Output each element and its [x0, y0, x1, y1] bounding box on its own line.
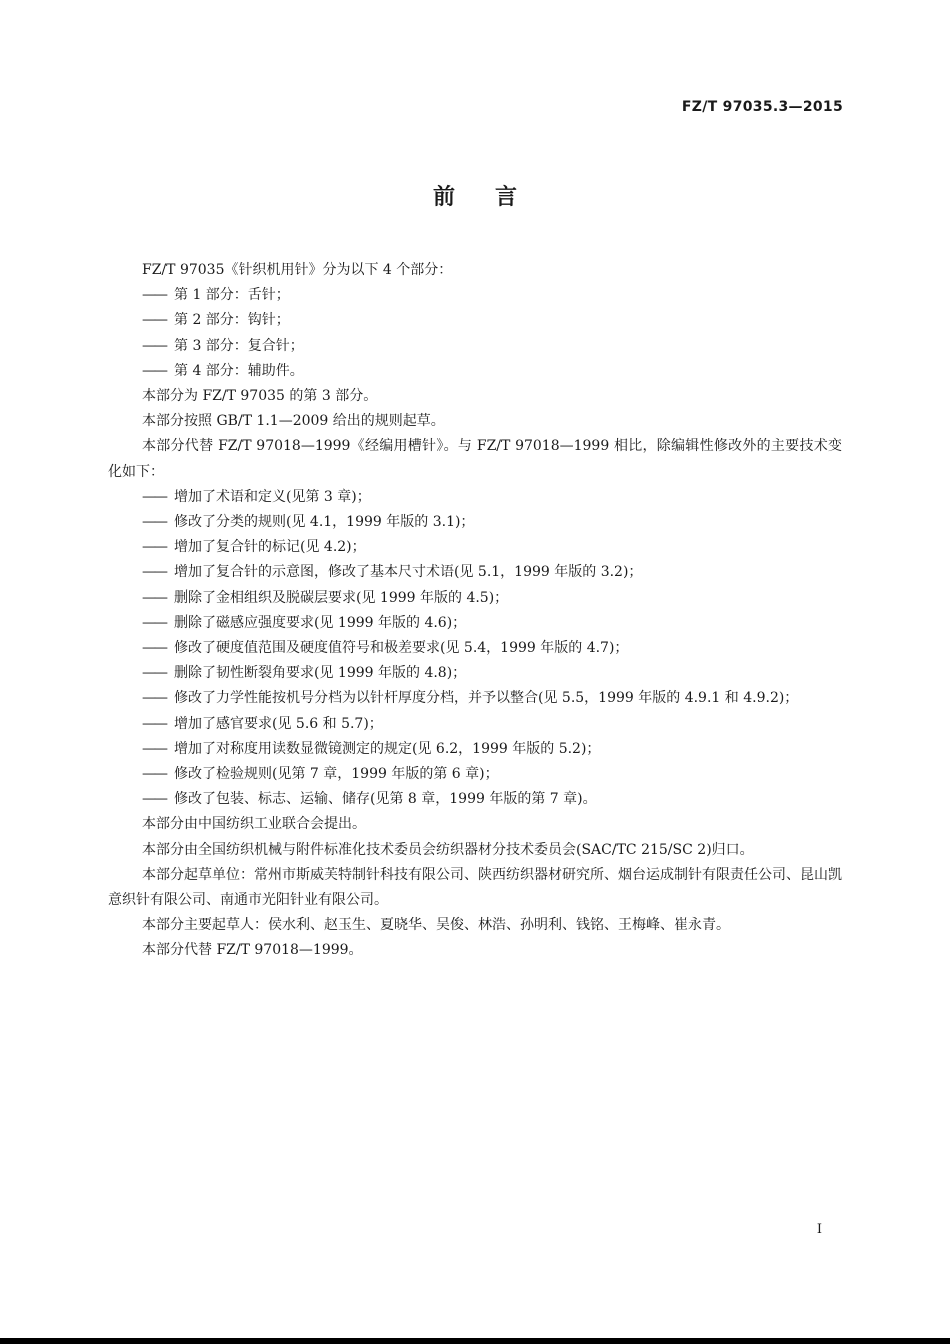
list-item-change-3	[108, 535, 842, 560]
dash-mark: ——	[142, 614, 166, 631]
dash-mark: ——	[142, 665, 166, 682]
list-item-change-10	[108, 712, 842, 737]
dash-mark: ——	[142, 589, 166, 606]
proposed-paragraph: 本部分由中国纺织工业联合会提出。	[142, 816, 366, 833]
dash-mark: ——	[142, 337, 166, 354]
standard-code: FZ/T 97035.3—2015	[681, 99, 843, 115]
replace-paragraph: 本部分代替 FZ/T 97018—1999《经编用槽针》。与 FZ/T 97018—1999 相比，除编辑性修改外的主要技术变化如下：	[108, 438, 842, 480]
list-item-text: 第 2 部分：钩针；	[174, 312, 290, 329]
centralized-paragraph: 本部分由全国纺织机械与附件标准化技术委员会纺织器材分技术委员会(SAC/TC 215/SC 2)归口。	[142, 841, 754, 858]
list-item-change-5	[108, 586, 842, 611]
list-item-text: 修改了检验规则(见第 7 章，1999 年版的第 6 章)；	[174, 766, 499, 783]
rules-paragraph: 本部分按照 GB/T 1.1—2009 给出的规则起草。	[142, 413, 445, 430]
list-item-text: 删除了金相组织及脱碳层要求(见 1999 年版的 4.5)；	[174, 589, 509, 606]
list-item-text: 第 3 部分：复合针；	[174, 337, 304, 354]
list-item-change-4	[108, 560, 842, 585]
list-item-text: 修改了包装、标志、运输、储存(见第 8 章，1999 年版的第 7 章)。	[174, 791, 597, 808]
dash-mark: ——	[142, 690, 166, 707]
list-item-text: 删除了韧性断裂角要求(见 1999 年版的 4.8)；	[174, 665, 467, 682]
part-paragraph: 本部分为 FZ/T 97035 的第 3 部分。	[142, 388, 378, 405]
dash-mark: ——	[142, 791, 166, 808]
dash-mark: ——	[142, 640, 166, 657]
list-item-text: 第 4 部分：辅助件。	[174, 362, 304, 379]
list-item-change-2	[108, 510, 842, 535]
list-item-text: 增加了复合针的示意图，修改了基本尺寸术语(见 5.1，1999 年版的 3.2)；	[174, 564, 643, 581]
replaces-paragraph: 本部分代替 FZ/T 97018—1999。	[142, 942, 363, 959]
list-item-change-7	[108, 636, 842, 661]
list-item-text: 增加了复合针的标记(见 4.2)；	[174, 539, 366, 556]
drafters-paragraph: 本部分主要起草人：侯水利、赵玉生、夏晓华、吴俊、林浩、孙明利、钱铭、王梅峰、崔永青。	[142, 917, 730, 934]
list-item-change-13	[108, 787, 842, 812]
list-item-change-6	[108, 611, 842, 636]
dash-mark: ——	[142, 715, 166, 732]
list-item-text: 增加了感官要求(见 5.6 和 5.7)；	[174, 715, 383, 732]
dash-mark: ——	[142, 539, 166, 556]
page-title: 前言	[432, 185, 557, 210]
list-item-change-9	[108, 686, 842, 711]
page-number: I	[816, 1222, 822, 1237]
dash-mark: ——	[142, 312, 166, 329]
list-item-change-11	[108, 737, 842, 762]
dash-mark: ——	[142, 514, 166, 531]
drafting-units-paragraph: 本部分起草单位：常州市斯威芙特制针科技有限公司、陕西纺织器材研究所、烟台运成制针有限责任公司、昆山凯意织针有限公司、南通市光阳针业有限公司。	[108, 866, 842, 909]
list-item-part-3	[108, 334, 842, 359]
list-item-text: 修改了分类的规则(见 4.1，1999 年版的 3.1)；	[174, 514, 475, 531]
list-item-text: 第 1 部分：舌针；	[174, 287, 290, 304]
list-item-change-12	[108, 762, 842, 787]
list-item-text: 修改了硬度值范围及硬度值符号和极差要求(见 5.4，1999 年版的 4.7)；	[174, 640, 629, 657]
list-item-text: 删除了磁感应强度要求(见 1999 年版的 4.6)；	[174, 614, 467, 631]
bottom-border	[0, 1338, 950, 1344]
dash-mark: ——	[142, 766, 166, 783]
dash-mark: ——	[142, 564, 166, 581]
intro-paragraph: FZ/T 97035《针织机用针》分为以下 4 个部分：	[142, 262, 453, 278]
dash-mark: ——	[142, 488, 166, 505]
dash-mark: ——	[142, 362, 166, 379]
list-item-change-8	[108, 661, 842, 686]
dash-mark: ——	[142, 740, 166, 757]
list-item-part-2	[108, 308, 842, 333]
list-item-change-1	[108, 485, 842, 510]
dash-mark: ——	[142, 287, 166, 304]
list-item-text: 增加了对称度用读数显微镜测定的规定(见 6.2，1999 年版的 5.2)；	[174, 740, 601, 757]
list-item-part-4	[108, 359, 842, 384]
list-item-text: 增加了术语和定义(见第 3 章)；	[174, 488, 371, 505]
list-item-part-1	[108, 283, 842, 308]
foreword-content	[108, 258, 842, 964]
list-item-text: 修改了力学性能按机号分档为以针杆厚度分档，并予以整合(见 5.5，1999 年版的 4.9.1 和 4.9.2)；	[174, 690, 799, 707]
